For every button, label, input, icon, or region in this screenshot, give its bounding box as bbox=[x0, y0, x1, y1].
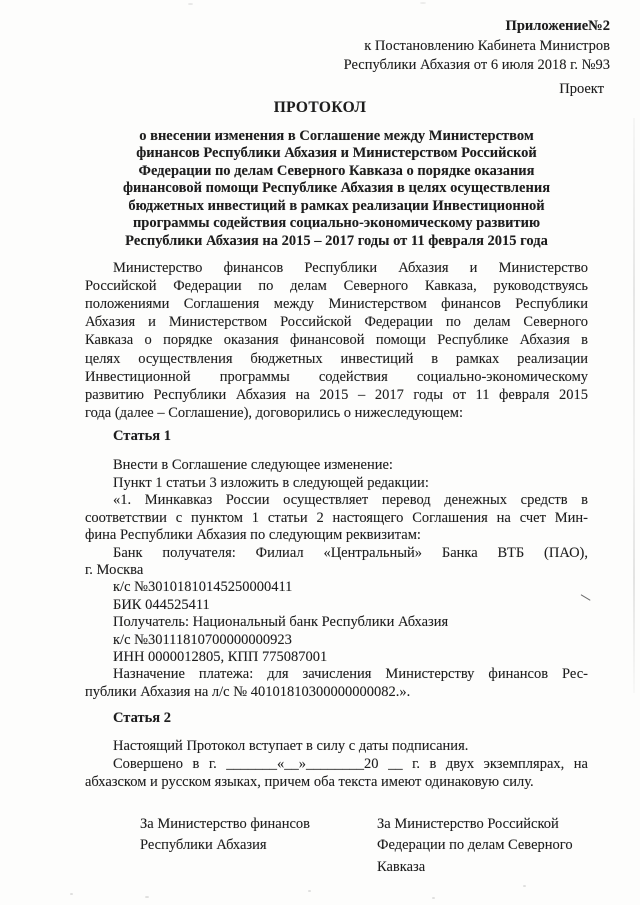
article-line: Совершено в г. _______«__»________20 __ г. в двух экземплярах, на bbox=[113, 756, 588, 773]
header-block bbox=[0, 17, 610, 76]
article1-body bbox=[85, 457, 588, 701]
article-line: абхазском и русском языках, причем оба текста имеют одинаковую силу. bbox=[85, 773, 534, 790]
signature-left bbox=[140, 814, 377, 879]
subject-line: Федерации по делам Северного Кавказа о порядке оказания bbox=[138, 162, 535, 179]
preamble-line: года (далее – Соглашение), договорились о нижеследующем: bbox=[85, 405, 464, 422]
subject-line: Республики Абхазия на 2015 – 2017 годы от 11 февраля 2015 года bbox=[125, 233, 548, 250]
signature-right bbox=[377, 814, 588, 879]
scan-speck bbox=[420, 2, 426, 4]
payment-purpose-line: публики Абхазия на л/с № 40101810300000000082.». bbox=[85, 683, 411, 700]
preamble-line: Министерство финансов Республики Абхазия и Министерство bbox=[113, 259, 588, 276]
subject-line: финансов Республики Абхазия и Министерством Российской bbox=[136, 145, 537, 162]
article2-heading: Статья 2 bbox=[113, 710, 171, 727]
article-line: Настоящий Протокол вступает в силу с даты подписания. bbox=[113, 738, 469, 755]
scan-edge-artifact bbox=[633, 118, 635, 693]
inn-kpp-line: ИНН 0000012805, КПП 775087001 bbox=[113, 648, 328, 665]
draft-label: Проект bbox=[559, 80, 604, 97]
article-line: соответствии с пунктом 1 статьи 2 настоящего Соглашения на счет Мин- bbox=[85, 509, 588, 526]
resolution-ref-line: к Постановлению Кабинета Министров bbox=[364, 37, 610, 54]
scan-speck bbox=[145, 896, 149, 898]
preamble-line: положениями Соглашения между Министерством финансов Республики bbox=[85, 296, 588, 313]
subject-line: финансовой помощи Республике Абхазия в целях осуществления bbox=[122, 180, 551, 197]
signature-right-line: За Министерство Российской bbox=[377, 815, 559, 832]
preamble-line: Абхазия и Министерством Российской Федерации по делам Северного bbox=[85, 314, 588, 331]
subject-line: программы содействия социально-экономическому развитию bbox=[132, 215, 541, 232]
subject-block bbox=[85, 128, 588, 251]
corr-account-line: к/с №30101810145250000411 bbox=[113, 579, 293, 596]
appendix-label: Приложение№2 bbox=[505, 18, 610, 34]
preamble-line: Инвестиционной программы содействия социально-экономическому bbox=[85, 368, 588, 385]
signature-left-line: За Министерство финансов bbox=[140, 815, 310, 832]
article2-body bbox=[85, 738, 588, 792]
preamble-line: целях осуществления бюджетных инвестиций в рамках реализации bbox=[85, 350, 588, 367]
corr-account-line: к/с №30111810700000000923 bbox=[113, 631, 292, 648]
protocol-title: ПРОТОКОЛ bbox=[273, 98, 367, 116]
bik-line: БИК 044525411 bbox=[113, 596, 210, 613]
scan-speck bbox=[523, 885, 526, 887]
bank-city-line: г. Москва bbox=[85, 561, 144, 578]
article1-heading: Статья 1 bbox=[113, 428, 171, 445]
signature-right-line: Кавказа bbox=[377, 858, 426, 875]
article-line: Пункт 1 статьи 3 изложить в следующей редакции: bbox=[113, 474, 429, 491]
article-line: «1. Минкавказ России осуществляет перевод денежных средств в bbox=[113, 492, 588, 509]
signature-block bbox=[85, 814, 588, 879]
signature-right-line: Федерации по делам Северного bbox=[377, 837, 573, 854]
article-line: Внести в Соглашение следующее изменение: bbox=[113, 457, 393, 474]
preamble-line: развитию Республики Абхазия на 2015 – 2017 годы от 11 февраля 2015 bbox=[85, 387, 588, 404]
scan-speck bbox=[70, 893, 73, 895]
subject-line: о внесении изменения в Соглашение между Министерством bbox=[139, 127, 534, 144]
preamble-line: Российской Федерации по делам Северного Кавказа, руководствуясь bbox=[85, 277, 588, 294]
preamble-paragraph bbox=[85, 259, 588, 423]
bank-name-line: Банк получателя: Филиал «Центральный» Банка ВТБ (ПАО), bbox=[113, 544, 588, 561]
signature-left-line: Республики Абхазия bbox=[140, 837, 267, 854]
scan-speck bbox=[308, 890, 311, 892]
recipient-line: Получатель: Национальный банк Республики Абхазия bbox=[113, 614, 449, 631]
scan-speck bbox=[188, 3, 193, 5]
scan-speck bbox=[432, 897, 435, 899]
payment-purpose-line: Назначение платежа: для зачисления Министерству финансов Рес- bbox=[113, 666, 588, 683]
article-line: фина Республики Абхазия по следующим реквизитам: bbox=[85, 527, 421, 544]
resolution-ref-line: Республики Абхазия от 6 июля 2018 г. №93 bbox=[343, 57, 610, 73]
subject-line: бюджетных инвестиций в рамках реализации Инвестиционной bbox=[128, 197, 545, 214]
preamble-line: Кавказа о порядке оказания финансовой помощи Республике Абхазия в bbox=[85, 332, 588, 349]
